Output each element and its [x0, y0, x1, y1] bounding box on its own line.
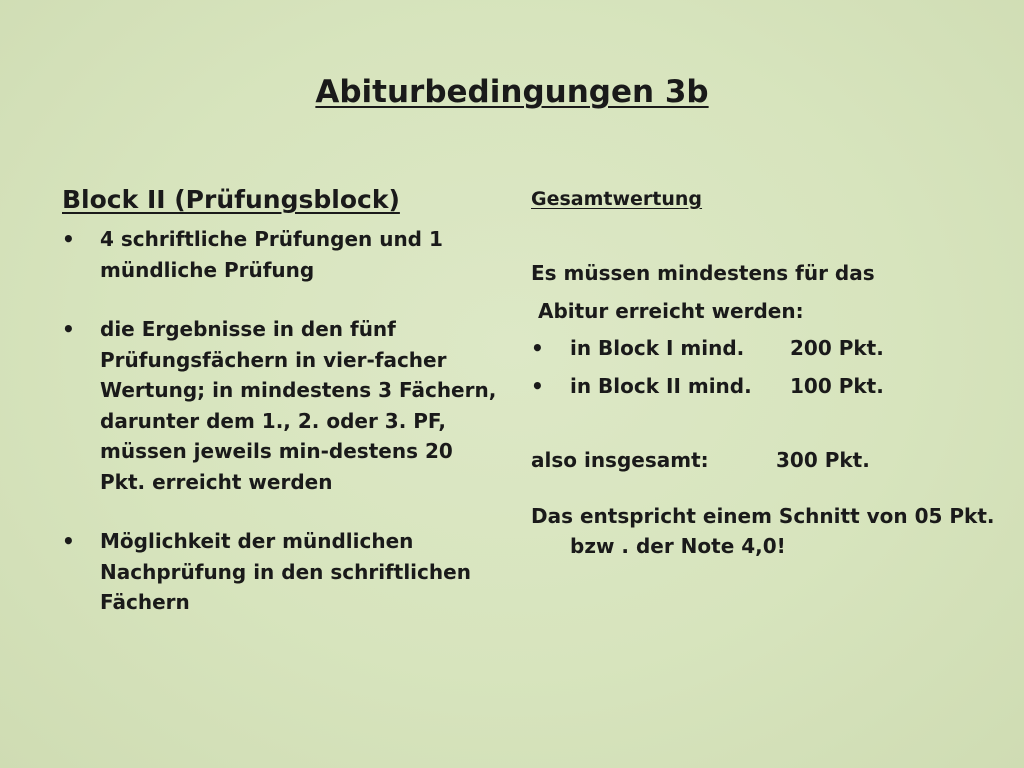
list-item	[62, 224, 502, 285]
spacer	[531, 405, 1001, 442]
total-amount: 300 Pkt.	[776, 448, 870, 472]
bullet-icon: •	[531, 373, 544, 398]
requirement-row	[531, 368, 1001, 406]
requirement-label: in Block II mind.	[570, 373, 752, 398]
list-item-text: Möglichkeit der mündlichen Nachprüfung in den schriftlichen Fächern	[100, 529, 471, 614]
bullet-icon: •	[62, 529, 75, 553]
slide-title: Abiturbedingungen 3b	[315, 74, 709, 110]
requirement-amount: 100 Pkt.	[790, 373, 884, 398]
intro-line-2: Abitur erreicht werden:	[531, 298, 804, 323]
block-ii-bullet-list	[62, 224, 502, 618]
list-item	[62, 314, 502, 497]
bullet-icon: •	[62, 227, 75, 251]
requirement-row	[531, 330, 1001, 368]
total-label: also insgesamt:	[531, 448, 709, 472]
block-ii-heading: Block II (Prüfungsblock)	[62, 185, 400, 214]
total-row	[531, 442, 1001, 480]
conclusion-text: Das entspricht einem Schnitt von 05 Pkt. bzw . der Note 4,0!	[531, 503, 995, 558]
spacer	[531, 480, 1001, 501]
list-item	[62, 526, 502, 618]
requirement-label: in Block I mind.	[570, 336, 745, 360]
bullet-icon: •	[62, 317, 75, 341]
right-column	[531, 180, 1001, 561]
gesamtwertung-heading: Gesamtwertung	[531, 188, 703, 210]
requirement-amount: 200 Pkt.	[790, 336, 884, 360]
intro-line-1: Es müssen mindestens für das	[531, 261, 875, 285]
spacer	[531, 218, 1001, 255]
list-item-text: die Ergebnisse in den fünf Prüfungsfächern in vier-facher Wertung; in mindestens 3 Fächern, darunter dem 1., 2. oder 3. PF, müssen jeweils min-destens 20 Pkt. erreicht werden	[100, 317, 497, 494]
bullet-icon: •	[531, 336, 544, 360]
list-item-text: 4 schriftliche Prüfungen und 1 mündliche Prüfung	[100, 227, 443, 282]
left-column	[62, 180, 502, 618]
